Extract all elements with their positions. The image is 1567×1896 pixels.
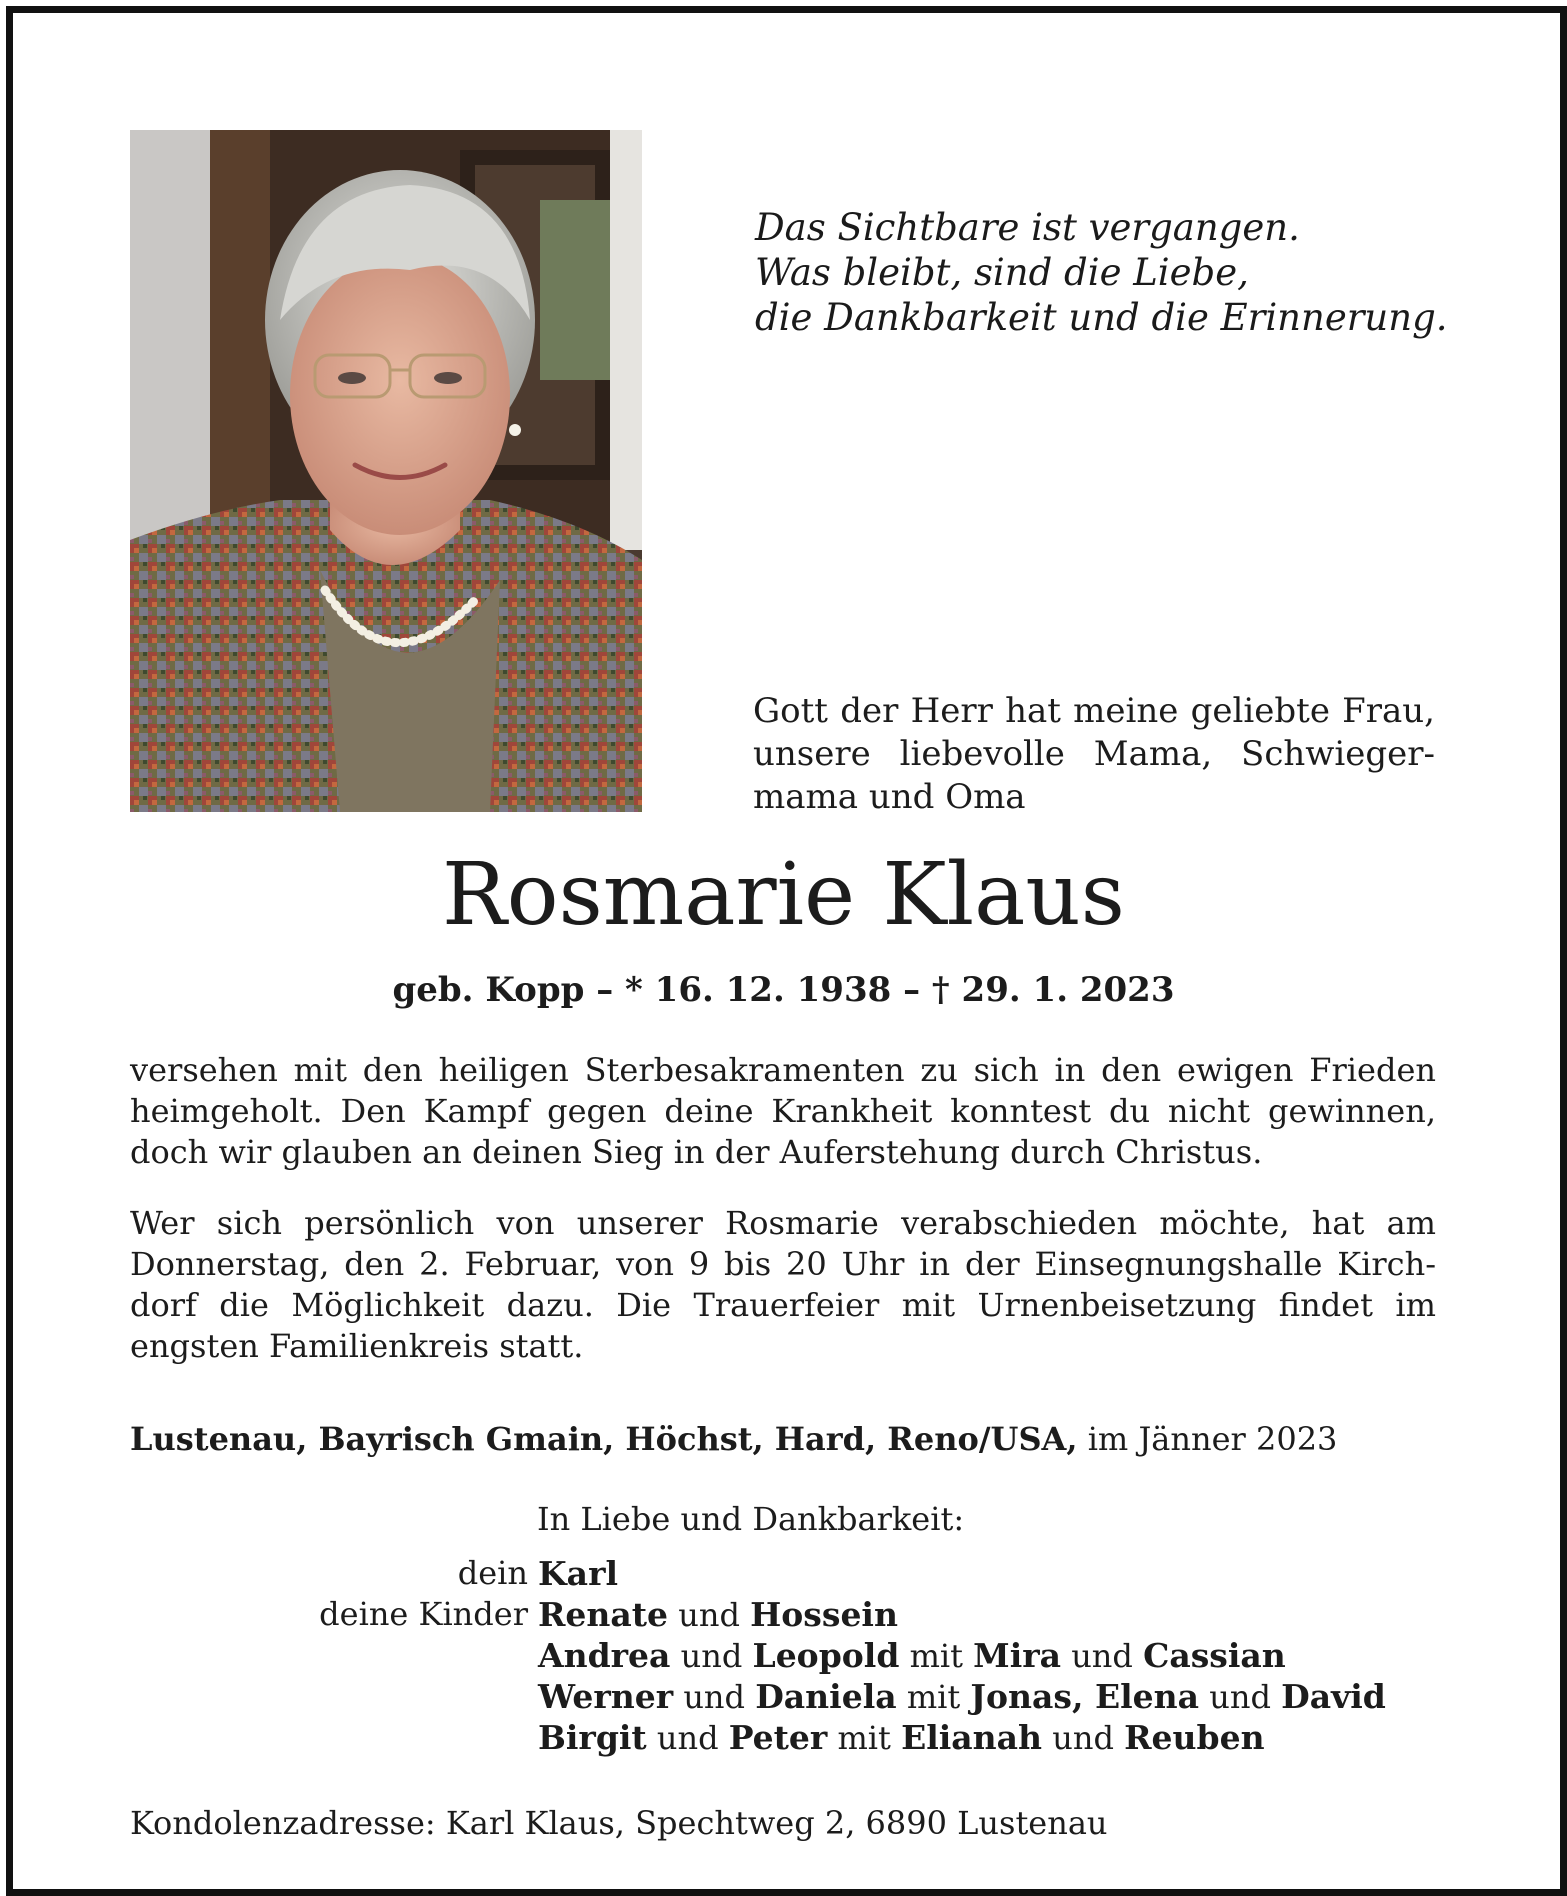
paragraph-line: engsten Familienkreis statt. [130, 1327, 584, 1365]
connector: und [678, 1596, 740, 1634]
quote-line: Das Sichtbare ist vergangen. [755, 206, 1300, 249]
mourner-name: Andrea [538, 1636, 671, 1675]
paragraph-announcement [130, 1050, 1436, 1173]
mourner-name: Jonas, Elena [970, 1677, 1200, 1716]
paragraph-line: dorf die Möglichkeit dazu. Die Trauerfeier mit Urnenbeisetzung findet im [130, 1286, 1436, 1324]
connector: mit [906, 1678, 961, 1716]
birth-death-dates: geb. Kopp – * 16. 12. 1938 – † 29. 1. 2023 [392, 970, 1175, 1010]
mourner-name: Renate [538, 1595, 669, 1634]
intro-line: Gott der Herr hat meine geliebte Frau, [753, 691, 1435, 731]
relation-label: dein [457, 1554, 528, 1592]
deceased-name: Rosmarie Klaus [442, 845, 1125, 945]
paragraph-farewell [130, 1203, 1436, 1367]
paragraph-line: doch wir glauben an deinen Sieg in der Auferstehung durch Christus. [130, 1133, 1263, 1171]
mourner-name: Cassian [1143, 1636, 1286, 1675]
mourners-heading: In Liebe und Dankbarkeit: [537, 1500, 965, 1538]
mourner-name: Elianah [901, 1718, 1043, 1757]
relation-label: deine Kinder [319, 1595, 528, 1633]
connector: und [680, 1637, 743, 1675]
mourner-name: Werner [538, 1677, 674, 1716]
intro-line: mama und Oma [753, 777, 1026, 817]
connector: und [1052, 1719, 1114, 1757]
connector: und [683, 1678, 746, 1716]
intro-text [753, 690, 1435, 819]
mourner-name: Peter [728, 1718, 828, 1757]
connector: mit [837, 1719, 891, 1757]
mourner-row [130, 1553, 1450, 1594]
memorial-quote [755, 205, 1475, 340]
mourner-name: David [1281, 1677, 1386, 1716]
mourner-row [130, 1635, 1450, 1676]
mourner-name: Daniela [755, 1677, 897, 1716]
mourner-row [130, 1676, 1450, 1717]
quote-line: die Dankbarkeit und die Erinnerung. [755, 296, 1448, 339]
condolence-address: Kondolenzadresse: Karl Klaus, Spechtweg 2, 6890 Lustenau [130, 1804, 1108, 1842]
month-year: im Jänner 2023 [1087, 1420, 1338, 1458]
mourner-name: Karl [538, 1554, 618, 1593]
mourner-name: Reuben [1124, 1718, 1265, 1757]
quote-line: Was bleibt, sind die Liebe, [755, 251, 1249, 294]
connector: und [1071, 1637, 1133, 1675]
portrait-photo [130, 130, 642, 812]
mourner-name: Birgit [538, 1718, 647, 1757]
paragraph-line: Donnerstag, den 2. Februar, von 9 bis 20 Uhr in der Einsegnungshalle Kirch- [130, 1245, 1436, 1283]
places: Lustenau, Bayrisch Gmain, Höchst, Hard, Reno/USA, [130, 1420, 1078, 1458]
mourner-name: Mira [973, 1636, 1062, 1675]
mourner-name: Leopold [752, 1636, 900, 1675]
mourner-row [130, 1594, 1450, 1635]
paragraph-line: Wer sich persönlich von unserer Rosmarie verabschieden möchte, hat am [130, 1204, 1436, 1242]
connector: und [656, 1719, 719, 1757]
mourner-name: Hossein [750, 1595, 898, 1634]
connector: mit [909, 1637, 963, 1675]
intro-line: unsere liebevolle Mama, Schwieger- [753, 734, 1435, 774]
mourner-row [130, 1717, 1450, 1758]
connector: und [1209, 1678, 1271, 1716]
mourners-list [130, 1553, 1450, 1758]
place-date-line [130, 1418, 1460, 1460]
paragraph-line: versehen mit den heiligen Sterbesakramenten zu sich in den ewigen Frieden [130, 1051, 1436, 1089]
paragraph-line: heimgeholt. Den Kampf gegen deine Krankheit konntest du nicht gewinnen, [130, 1092, 1436, 1130]
